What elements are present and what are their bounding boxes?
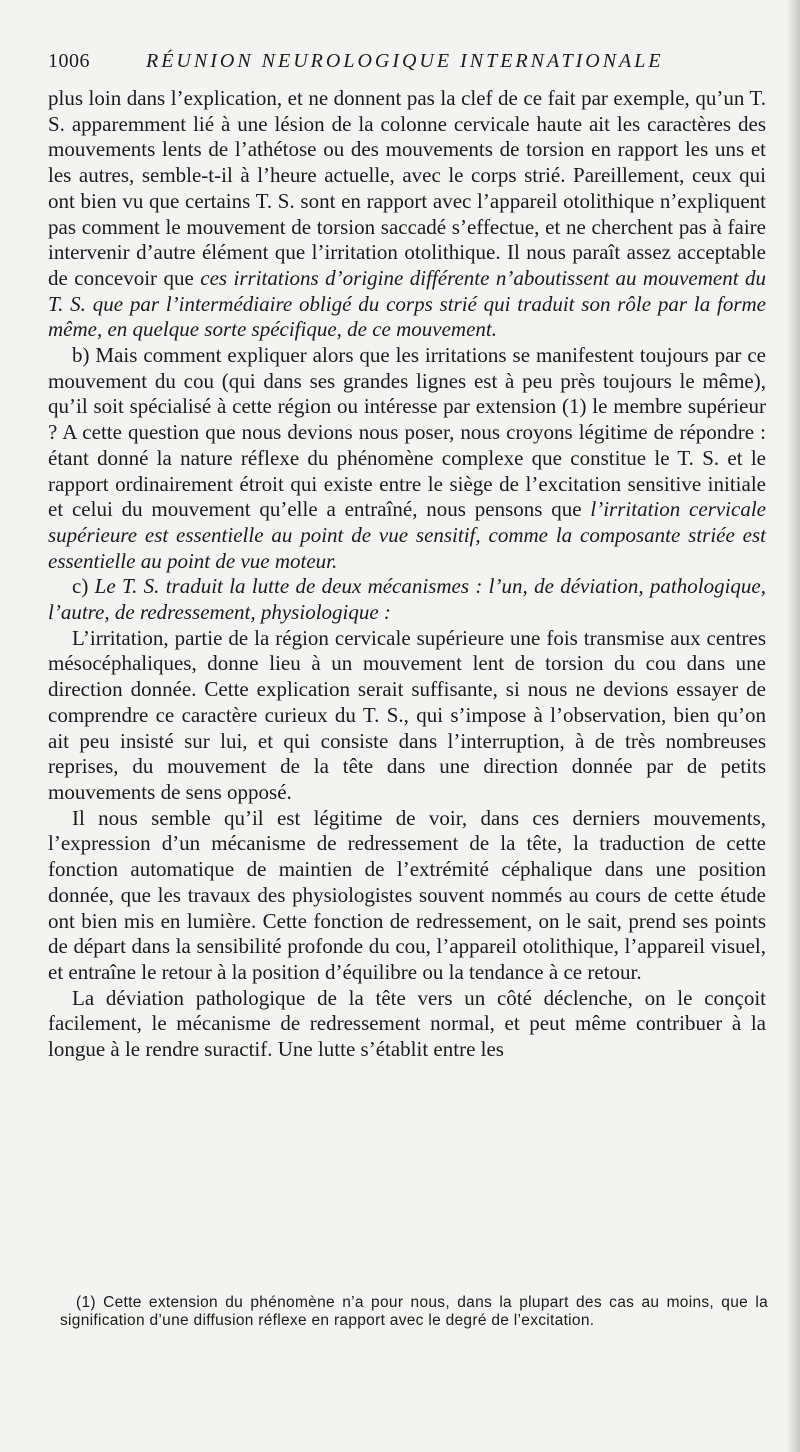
- footnotes: [60, 1294, 768, 1330]
- paragraph-3: [48, 574, 766, 625]
- body-text: [48, 86, 766, 1063]
- paragraph-3-label: c): [72, 574, 95, 599]
- footnote-1: (1) Cette extension du phénomène n’a pour nous, dans la plupart des cas au moins, que la signification d’une diffusion réflexe en rapport avec le degré de l’excitation.: [60, 1294, 768, 1329]
- paragraph-2: [48, 343, 766, 574]
- paragraph-1: [48, 86, 766, 343]
- paragraph-1-text: plus loin dans l’explication, et ne donnent pas la clef de ce fait par exemple, qu’un T. S. apparemment lié à une lésion de la colonne cervicale haute ait les caractères des mouvements lents de l’athétose ou des mouvements de torsion en rapport les uns et les autres, semble-t-il à l’heure actuelle, avec le corps strié. Pareillement, ceux qui ont bien vu que certains T. S. sont en rapport avec l’appareil otolithique n’expliquent pas comment le mouvement de torsion saccadé s’effectue, et ne cherchent pas à faire intervenir d’autre élément que l’irritation otolithique. Il nous paraît assez acceptable de concevoir que: [48, 86, 766, 290]
- page-number: 1006: [48, 50, 90, 72]
- page-header: [48, 50, 748, 80]
- paragraph-5: Il nous semble qu’il est légitime de voir, dans ces derniers mouvements, l’expression d’un mécanisme de redressement de la tête, la traduction de cette fonction automatique de maintien de l’extrémité céphalique dans une position donnée, que les travaux des physiologistes souvent nommés au cours de cette étude ont bien mis en lumière. Cette fonction de redressement, on le sait, prend ses points de départ dans la sensibilité profonde du cou, l’appareil otolithique, l’appareil visuel, et entraîne le retour à la position d’équilibre ou la tendance à ce retour.: [48, 805, 766, 984]
- running-title: RÉUNION NEUROLOGIQUE INTERNATIONALE: [146, 50, 664, 72]
- paragraph-1-italic: ces irritations d’origine différente n’aboutissent au mouvement du T. S. que par l’intermédiaire obligé du corps strié qui traduit son rôle par la forme même, en quelque sorte spécifique, de ce mouvement.: [48, 265, 766, 342]
- paragraph-4: L’irritation, partie de la région cervicale supérieure une fois transmise aux centres mésocéphaliques, donne lieu à un mouvement lent de torsion du cou dans une direction donnée. Cette explication serait suffisante, si nous ne devions essayer de comprendre ce caractère curieux du T. S., qui s’impose à l’observation, bien qu’on ait peu insisté sur lui, et qui consiste dans l’interruption, à de très nombreuses reprises, du mouvement de la tête dans une direction donnée par de petits mouvements de sens opposé.: [48, 625, 766, 804]
- paragraph-6: La déviation pathologique de la tête vers un côté déclenche, on le conçoit facilement, le mécanisme de redressement normal, et peut même contribuer à la longue à le rendre suractif. Une lutte s’établit entre les: [48, 985, 766, 1062]
- paragraph-2-text: b) Mais comment expliquer alors que les irritations se manifestent toujours par ce mouvement du cou (qui dans ses grandes lignes est à peu près toujours le même), qu’il soit spécialisé à cette région ou intéresse par extension (1) le membre supérieur ? A cette question que nous devions nous poser, nous croyons légitime de répondre : étant donné la nature réflexe du phénomène complexe que constitue le T. S. et le rapport ordinairement étroit qui existe entre le siège de l’excitation sensitive initiale et celui du mouvement qu’elle a entraîné, nous pensons que: [48, 343, 766, 522]
- paragraph-3-italic: Le T. S. traduit la lutte de deux mécanismes : l’un, de déviation, pathologique, l’autre, de redressement, physiologique :: [48, 574, 766, 625]
- paragraph-2-italic: l’irritation cervicale supérieure est essentielle au point de vue sensitif, comme la composante striée est essentielle au point de vue moteur.: [48, 497, 766, 573]
- page-edge-shadow: [786, 0, 800, 1452]
